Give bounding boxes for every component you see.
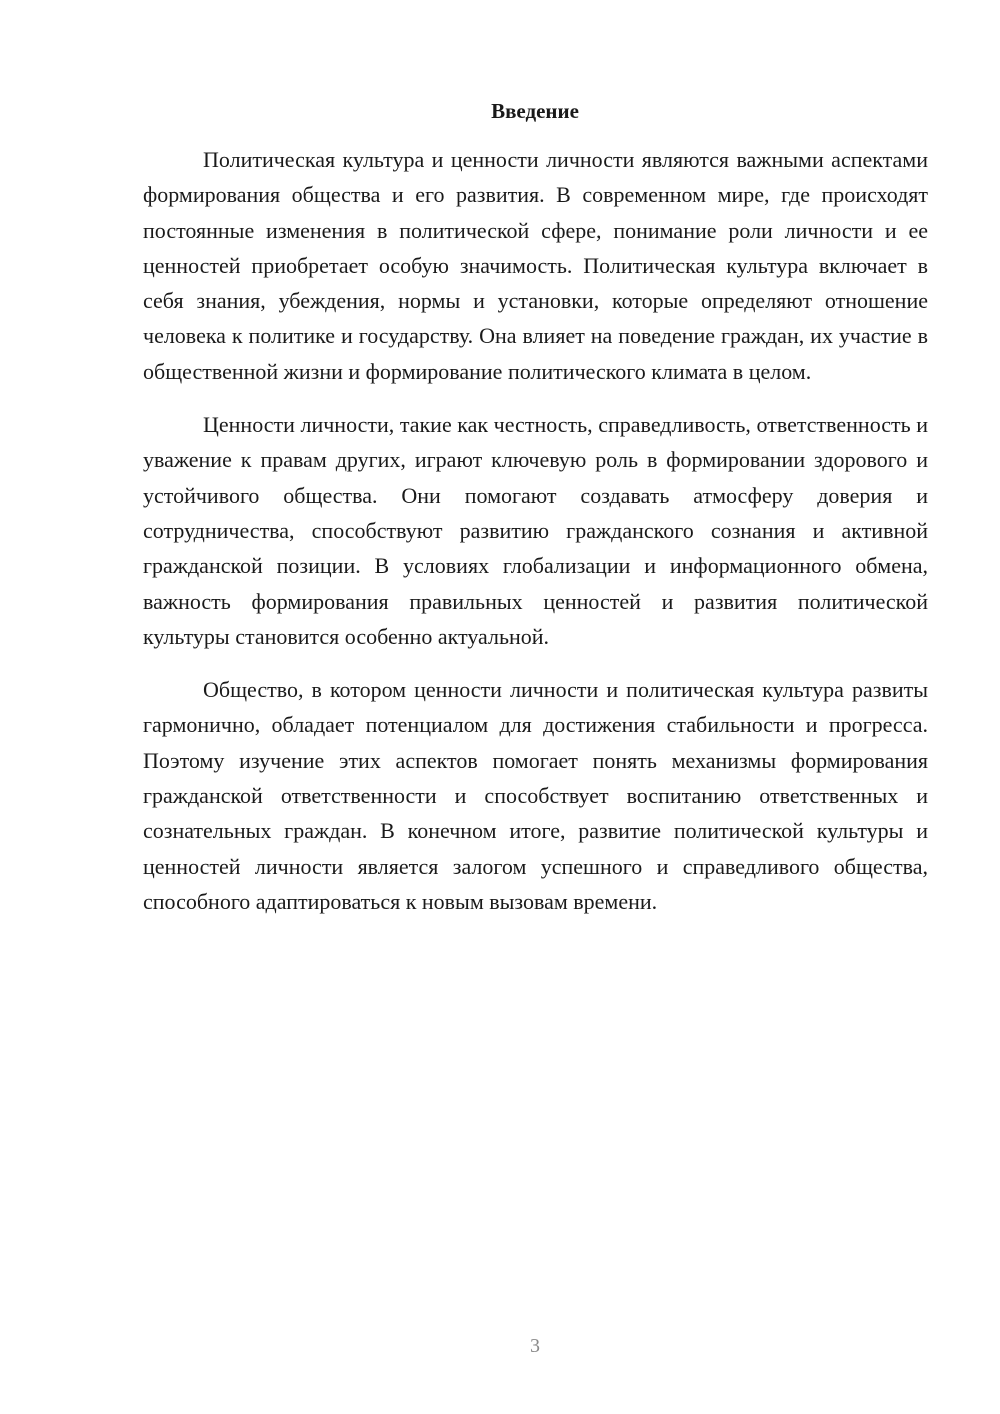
paragraph-3: Общество, в котором ценности личности и политическая культура развиты гармонично, обладает потенциалом для достижения стабильности и прогресса. Поэтому изучение этих аспектов помогает понять механизмы формирования гражданской ответственности и способствует воспитанию ответственных и сознательных граждан. В конечном итоге, развитие политической культуры и ценностей личности является залогом успешного и справедливого общества, способного адаптироваться к новым вызовам времени.: [143, 677, 928, 914]
section-title: Введение: [491, 99, 579, 123]
paragraph-1: Политическая культура и ценности личности являются важными аспектами формирования общества и его развития. В современном мире, где происходят постоянные изменения в политической сфере, понимание роли личности и ее ценностей приобретает особую значимость. Политическая культура включает в себя знания, убеждения, нормы и установки, которые определяют отношение человека к политике и государству. Она влияет на поведение граждан, их участие в общественной жизни и формирование политического климата в целом.: [143, 147, 928, 384]
page-number: 3: [530, 1335, 540, 1357]
paragraph-2: Ценности личности, такие как честность, справедливость, ответственность и уважение к правам других, играют ключевую роль в формировании здорового и устойчивого общества. Они помогают создавать атмосферу доверия и сотрудничества, способствуют развитию гражданского сознания и активной гражданской позиции. В условиях глобализации и информационного обмена, важность формирования правильных ценностей и развития политической культуры становится особенно актуальной.: [143, 412, 928, 649]
body-text: [143, 142, 928, 937]
